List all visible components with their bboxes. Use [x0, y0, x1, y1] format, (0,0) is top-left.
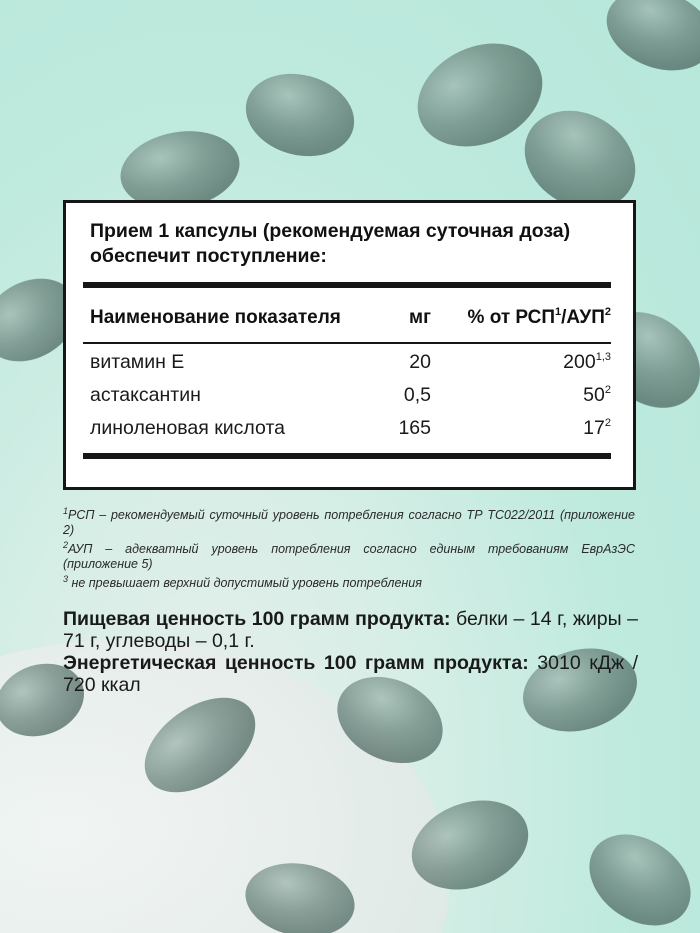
footnote: $^2$АУП – адекватный уровень потребления согласно единым требованиям ЕврАзЭС (приложение 5) — [63, 540, 635, 571]
nutrient-table-card — [63, 200, 636, 490]
table-row — [90, 384, 611, 412]
table-header — [90, 307, 611, 335]
nutritional-value: Пищевая ценность 100 грамм продукта: белки – 14 г, жиры – 71 г, углеводы – 0,1 г. — [63, 608, 638, 652]
header-mg: мг — [409, 307, 431, 328]
card-title: Прием 1 капсулы (рекомендуемая суточная доза) обеспечит поступление: — [90, 220, 571, 267]
row-name: астаксантин — [90, 384, 201, 406]
row-mg: 0,5 — [403, 384, 431, 406]
row-mg: 165 — [398, 417, 431, 439]
energy-value: Энергетическая ценность 100 грамм продукта: 3010 кДж / 720 ккал — [63, 652, 638, 696]
header-pct: % от РСП$^1$/АУП$^2$ — [467, 306, 611, 328]
row-pct: $50^2$ — [583, 384, 611, 406]
header-name: Наименование показателя — [90, 307, 341, 328]
nutrition-info — [63, 608, 638, 696]
row-name: витамин Е — [90, 351, 185, 373]
footnote: $^1$РСП – рекомендуемый суточный уровень потребления согласно ТР ТС022/2011 (приложение 2) — [63, 506, 635, 537]
table-row — [90, 417, 611, 445]
row-name: линоленовая кислота — [90, 417, 285, 439]
footnote: $^3$ не превышает верхний допустимый уровень потребления — [63, 574, 422, 590]
table-row — [90, 351, 611, 379]
row-pct: $17^2$ — [583, 417, 611, 439]
row-pct: 200$^{1,3}$ — [563, 351, 611, 373]
divider — [83, 342, 611, 344]
divider — [83, 453, 611, 459]
footnotes — [63, 508, 635, 595]
row-mg: 20 — [409, 351, 431, 373]
divider — [83, 282, 611, 288]
